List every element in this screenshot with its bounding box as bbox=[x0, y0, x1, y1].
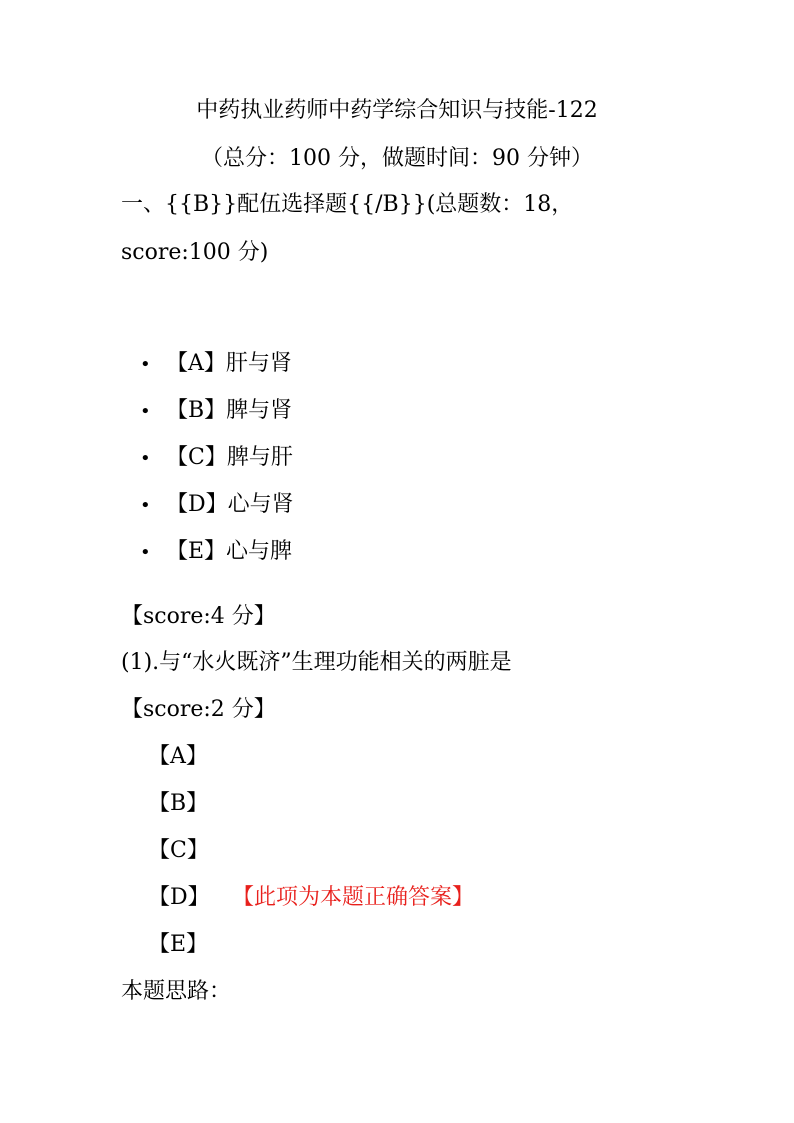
option-item bbox=[140, 349, 294, 396]
answer-row bbox=[148, 789, 474, 836]
option-label: 【C】脾与肝 bbox=[166, 445, 293, 470]
answer-label: 【A】 bbox=[148, 744, 208, 769]
document-title: 中药执业药师中药学综合知识与技能-122 bbox=[196, 98, 598, 123]
section-heading: 一、{{B}}配伍选择题{{/B}}(总题数：18， bbox=[121, 192, 574, 217]
option-label: 【E】心与脾 bbox=[166, 539, 293, 564]
option-label: 【D】心与肾 bbox=[166, 492, 294, 517]
explanation-label: 本题思路： bbox=[121, 979, 232, 1004]
answer-label: 【B】 bbox=[148, 791, 209, 816]
answer-label: 【D】 bbox=[148, 885, 210, 910]
option-label: 【A】肝与肾 bbox=[166, 351, 292, 376]
group-score: 【score:4 分】 bbox=[121, 604, 276, 629]
bullet-icon: • bbox=[140, 448, 151, 469]
section-heading-continued: score:100 分) bbox=[121, 240, 269, 265]
answer-row bbox=[148, 836, 474, 883]
option-label: 【B】脾与肾 bbox=[166, 398, 293, 423]
answer-label: 【E】 bbox=[148, 932, 209, 957]
option-item bbox=[140, 396, 294, 443]
answer-row bbox=[148, 930, 474, 977]
answer-row bbox=[148, 742, 474, 789]
question-score: 【score:2 分】 bbox=[121, 697, 276, 722]
answer-label: 【C】 bbox=[148, 838, 209, 863]
correct-answer-note: 【此项为本题正确答案】 bbox=[232, 885, 475, 910]
answer-row bbox=[148, 883, 474, 930]
bullet-icon: • bbox=[140, 495, 151, 516]
shared-options-list bbox=[140, 349, 294, 584]
document-subtitle: （总分：100 分，做题时间：90 分钟） bbox=[201, 146, 593, 171]
bullet-icon: • bbox=[140, 354, 151, 375]
option-item bbox=[140, 490, 294, 537]
question-text: (1).与“水火既济”生理功能相关的两脏是 bbox=[121, 650, 512, 675]
bullet-icon: • bbox=[140, 401, 151, 422]
answer-list bbox=[148, 742, 474, 977]
option-item bbox=[140, 537, 294, 584]
bullet-icon: • bbox=[140, 542, 151, 563]
option-item bbox=[140, 443, 294, 490]
